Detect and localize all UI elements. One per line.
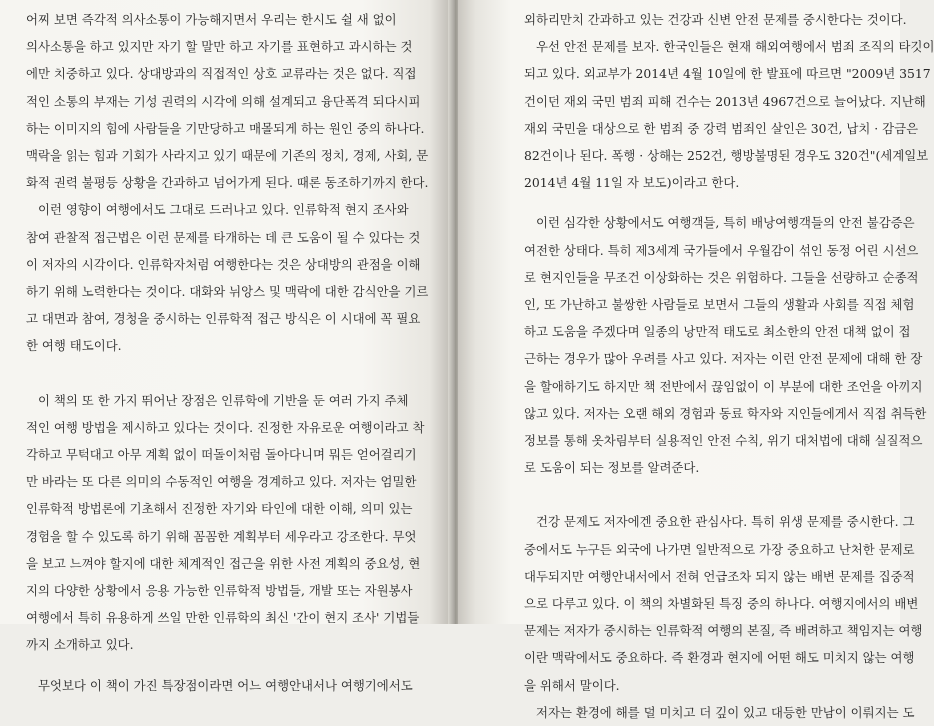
text-line: 적인 여행 방법을 제시하고 있다는 것이다. 진정한 자유로운 여행이라고 착 <box>26 419 425 435</box>
text-line: 건이던 재외 국민 범죄 피해 건수는 2013년 4967건으로 늘어났다. 지난해 <box>524 93 926 109</box>
text-line: 화적 권력 불평등 상황을 간과하고 넘어가게 된다. 때론 동조하기까지 한다. <box>26 175 429 191</box>
text-line: 을 보고 느껴야 할지에 대한 체계적인 접근을 위한 사전 계획의 중요성, 현 <box>26 555 421 571</box>
text-line: 경험을 할 수 있도록 하기 위해 꼼꼼한 계획부터 세우라고 강조한다. 무엇 <box>26 528 417 544</box>
text-line: 이 책의 또 한 가지 뛰어난 장점은 인류학에 기반을 둔 여러 가지 주체 <box>38 392 409 408</box>
text-line: 로 도움이 되는 정보를 알려준다. <box>524 460 700 476</box>
text-line: 정보를 통해 옷차림부터 실용적인 안전 수칙, 위기 대처법에 대해 실질적으 <box>524 433 923 449</box>
text-line: 하기 위해 노력한다는 것이다. 대화와 뉘앙스 및 맥락에 대한 감식안을 기르 <box>26 284 429 300</box>
text-line: 까지 소개하고 있다. <box>26 637 134 653</box>
text-line: 하는 이미지의 힘에 사람들을 기만당하고 매몰되게 하는 원인 중의 하나다. <box>26 120 425 136</box>
text-line: 우선 안전 문제를 보자. 한국인들은 현재 해외여행에서 범죄 조직의 타깃이 <box>536 39 934 55</box>
right-page <box>458 0 934 720</box>
text-line: 어찌 보면 즉각적 의사소통이 가능해지면서 우리는 한시도 쉴 새 없이 <box>26 12 397 27</box>
text-line: 외하리만치 간과하고 있는 건강과 신변 안전 문제를 중시한다는 것이다. <box>524 12 907 27</box>
text-line: 않고 있다. 저자는 오랜 해외 경험과 동료 학자와 지인들에게서 직접 취득한 <box>524 405 927 421</box>
right-page-text <box>524 6 934 726</box>
text-line: 2014년 4월 11일 자 보도)이라고 한다. <box>524 175 740 191</box>
text-line: 을 위해서 말이다. <box>524 677 620 693</box>
text-line: 각하고 무턱대고 아무 계획 없이 떠돌이처럼 돌아다니며 뭐든 얻어걸리기 <box>26 447 417 463</box>
text-line: 82건이나 된다. 폭행 · 상해는 252건, 행방불명된 경우도 320건"(세계일보 <box>524 148 929 164</box>
text-line: 에만 치중하고 있다. 상대방과의 직접적인 상호 교류라는 것은 없다. 직접 <box>26 66 417 82</box>
text-line: 적인 소통의 부재는 기성 권력의 시각에 의해 설계되고 융단폭격 되다시피 <box>26 93 421 109</box>
left-page <box>0 0 452 693</box>
text-line: 재외 국민을 대상으로 한 범죄 중 강력 범죄인 살인은 30건, 납치 · 감금은 <box>524 120 919 136</box>
text-line: 만 바라는 또 다른 의미의 수동적인 여행을 경계하고 있다. 저자는 엄밀한 <box>26 474 417 490</box>
text-line: 이런 영향이 여행에서도 그대로 드러나고 있다. 인류학적 현지 조사와 <box>38 202 409 218</box>
text-line: 고 대면과 참여, 경청을 중시하는 인류학적 접근 방식은 이 시대에 꼭 필요 <box>26 311 421 327</box>
text-line: 을 할애하기도 하지만 책 전반에서 끊임없이 이 부분에 대한 조언을 아끼지 <box>524 378 923 394</box>
text-line: 으로 다루고 있다. 이 책의 차별화된 특징 중의 하나다. 여행지에서의 배변 <box>524 596 919 612</box>
text-line: 대두되지만 여행안내서에서 전혀 언급조차 되지 않는 배변 문제를 집중적 <box>524 568 915 584</box>
text-line: 문제는 저자가 중시하는 인류학적 여행의 본질, 즉 배려하고 책임지는 여행 <box>524 623 923 639</box>
text-line: 로 현지인들을 무조건 이상화하는 것은 위험하다. 그들을 선량하고 순종적 <box>524 269 919 285</box>
text-line: 근하는 경우가 많아 우려를 사고 있다. 저자는 이런 안전 문제에 대해 한 장 <box>524 351 923 367</box>
text-line: 건강 문제도 저자에겐 중요한 관심사다. 특히 위생 문제를 중시한다. 그 <box>536 514 915 530</box>
text-line: 이란 맥락에서도 중요하다. 즉 환경과 현지에 어떤 해도 미치지 않는 여행 <box>524 650 915 666</box>
text-line: 맥락을 읽는 힘과 기회가 사라지고 있기 때문에 기존의 정치, 경제, 사회, 문 <box>26 148 429 164</box>
text-line: 인, 또 가난하고 불쌍한 사람들로 보면서 그들의 생활과 사회를 직접 체험 <box>524 297 915 313</box>
text-line: 이 저자의 시각이다. 인류학자처럼 여행한다는 것은 상대방의 관점을 이해 <box>26 256 421 272</box>
text-line: 지의 다양한 상황에서 응용 가능한 인류학적 방법들, 개발 또는 자원봉사 <box>26 583 413 599</box>
left-page-text <box>26 6 428 699</box>
text-line: 무엇보다 이 책이 가진 특장점이라면 어느 여행안내서나 여행기에서도 <box>38 677 413 693</box>
text-line: 참여 관찰적 접근법은 이런 문제를 타개하는 데 큰 도움이 될 수 있다는 것 <box>26 229 421 245</box>
text-line: 이런 심각한 상황에서도 여행객들, 특히 배낭여행객들의 안전 불감증은 <box>536 215 915 231</box>
text-line: 되고 있다. 외교부가 2014년 4월 10일에 한 발표에 따르면 "2009년 3517 <box>524 66 931 82</box>
text-line: 여전한 상태다. 특히 제3세계 국가들에서 우월감이 섞인 동정 어린 시선으 <box>524 242 919 258</box>
text-line: 중에서도 누구든 외국에 나가면 일반적으로 가장 중요하고 난처한 문제로 <box>524 541 915 557</box>
text-line: 의사소통을 하고 있지만 자기 할 말만 하고 자기를 표현하고 과시하는 것 <box>26 39 413 55</box>
text-line: 여행에서 특히 유용하게 쓰일 만한 인류학의 최신 '간이 현지 조사' 기법들 <box>26 610 420 626</box>
text-line: 하고 도움을 주겠다며 일종의 낭만적 태도로 최소한의 안전 대책 없이 접 <box>524 324 911 340</box>
text-line: 저자는 환경에 해를 덜 미치고 더 깊이 있고 대등한 만남이 이뤄지는 도 <box>536 704 915 720</box>
text-line: 한 여행 태도이다. <box>26 338 122 354</box>
text-line: 인류학적 방법론에 기초해서 진정한 자기와 타인에 대한 이해, 의미 있는 <box>26 501 413 517</box>
